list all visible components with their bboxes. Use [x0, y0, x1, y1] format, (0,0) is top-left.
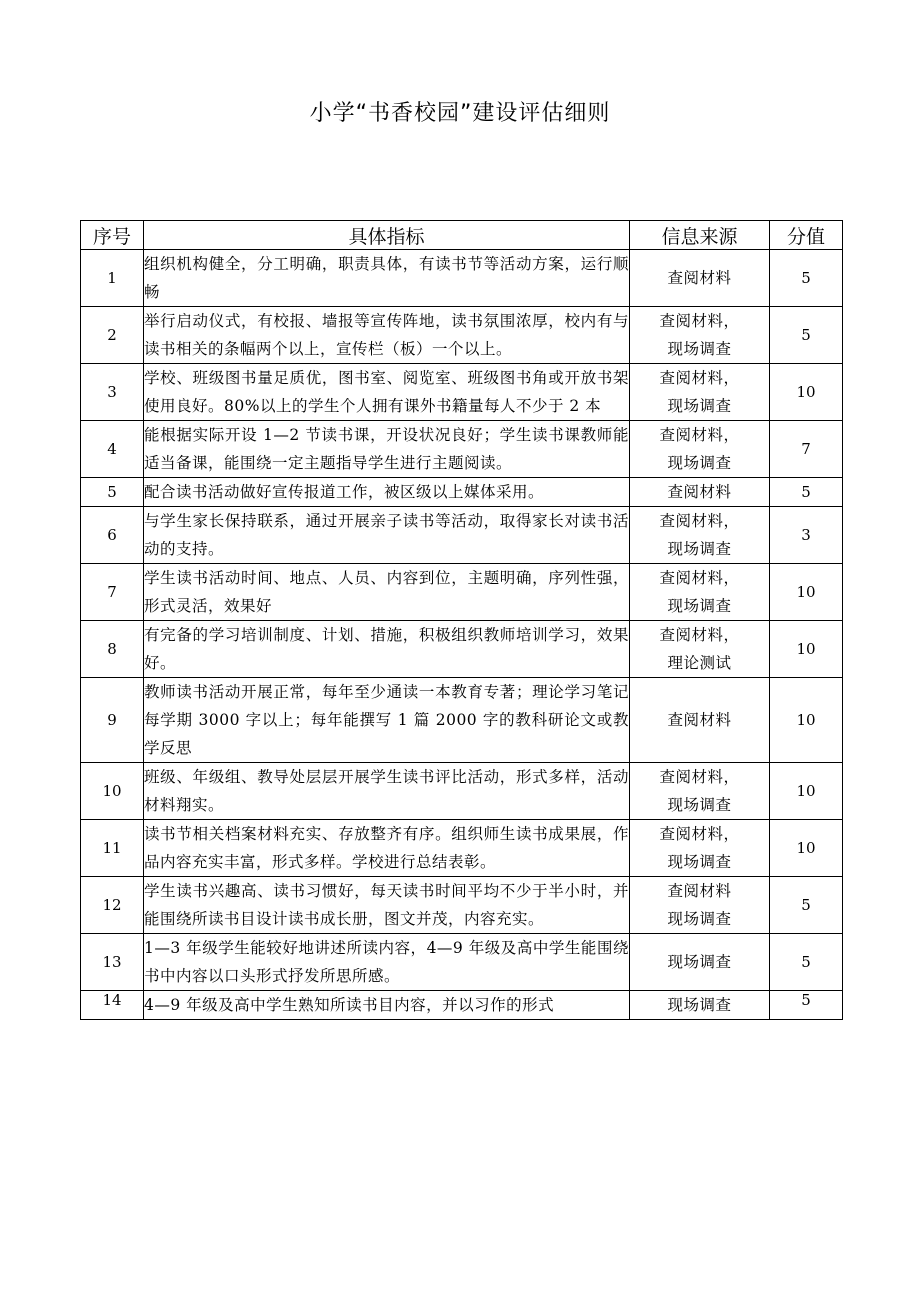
row-index: 12 [81, 877, 144, 934]
row-indicator: 班级、年级组、教导处层层开展学生读书评比活动，形式多样，活动材料翔实。 [144, 763, 630, 820]
row-source: 查阅材料 [630, 678, 770, 763]
table-row [81, 678, 843, 763]
table-row [81, 877, 843, 934]
row-source: 查阅材料， 现场调查 [630, 307, 770, 364]
page-title: 小学“书香校园”建设评估细则 [309, 101, 611, 126]
row-source: 现场调查 [630, 991, 770, 1020]
table-header-row [81, 221, 843, 250]
row-index: 4 [81, 421, 144, 478]
header-index: 序号 [81, 221, 144, 250]
row-indicator: 配合读书活动做好宣传报道工作，被区级以上媒体采用。 [144, 478, 630, 507]
table-row [81, 364, 843, 421]
table-row [81, 307, 843, 364]
row-source: 查阅材料， 现场调查 [630, 820, 770, 877]
table-row [81, 763, 843, 820]
row-score: 10 [770, 564, 843, 621]
table-row [81, 621, 843, 678]
row-indicator: 4—9 年级及高中学生熟知所读书目内容，并以习作的形式 [144, 991, 630, 1020]
criteria-table [80, 220, 843, 1020]
row-index: 7 [81, 564, 144, 621]
row-score: 5 [770, 877, 843, 934]
row-score: 5 [770, 307, 843, 364]
row-source: 查阅材料， 现场调查 [630, 507, 770, 564]
row-source: 查阅材料， 现场调查 [630, 763, 770, 820]
row-indicator: 学生读书兴趣高、读书习惯好，每天读书时间平均不少于半小时，并能围绕所读书目设计读书成长册，图文并茂，内容充实。 [144, 877, 630, 934]
row-score: 5 [770, 250, 843, 307]
table-row [81, 934, 843, 991]
row-source: 查阅材料 现场调查 [630, 877, 770, 934]
row-indicator: 举行启动仪式，有校报、墙报等宣传阵地，读书氛围浓厚，校内有与读书相关的条幅两个以上，宣传栏（板）一个以上。 [144, 307, 630, 364]
row-source: 现场调查 [630, 934, 770, 991]
row-indicator: 有完备的学习培训制度、计划、措施，积极组织教师培训学习，效果好。 [144, 621, 630, 678]
row-score: 10 [770, 678, 843, 763]
row-indicator: 学生读书活动时间、地点、人员、内容到位，主题明确，序列性强，形式灵活，效果好 [144, 564, 630, 621]
table-row [81, 250, 843, 307]
row-score: 10 [770, 763, 843, 820]
row-score: 7 [770, 421, 843, 478]
table-row [81, 820, 843, 877]
table-row [81, 507, 843, 564]
row-index: 2 [81, 307, 144, 364]
header-indicator: 具体指标 [144, 221, 630, 250]
header-source: 信息来源 [630, 221, 770, 250]
row-index: 11 [81, 820, 144, 877]
row-indicator: 与学生家长保持联系，通过开展亲子读书等活动，取得家长对读书活动的支持。 [144, 507, 630, 564]
row-index: 1 [81, 250, 144, 307]
row-score: 3 [770, 507, 843, 564]
table-row [81, 478, 843, 507]
row-score: 10 [770, 621, 843, 678]
header-score: 分值 [770, 221, 843, 250]
row-indicator: 1—3 年级学生能较好地讲述所读内容，4—9 年级及高中学生能围绕书中内容以口头形式抒发所思所感。 [144, 934, 630, 991]
row-indicator: 学校、班级图书量足质优，图书室、阅览室、班级图书角或开放书架使用良好。80%以上的学生个人拥有课外书籍量每人不少于 2 本 [144, 364, 630, 421]
table-row [81, 564, 843, 621]
row-score: 5 [770, 478, 843, 507]
row-index: 14 [81, 991, 144, 1020]
row-index: 8 [81, 621, 144, 678]
row-score: 10 [770, 364, 843, 421]
row-source: 查阅材料， 现场调查 [630, 421, 770, 478]
row-index: 10 [81, 763, 144, 820]
row-source: 查阅材料， 理论测试 [630, 621, 770, 678]
table-row [81, 991, 843, 1020]
row-source: 查阅材料 [630, 478, 770, 507]
row-source: 查阅材料 [630, 250, 770, 307]
row-score: 5 [770, 934, 843, 991]
row-index: 3 [81, 364, 144, 421]
row-index: 6 [81, 507, 144, 564]
table-row [81, 421, 843, 478]
row-source: 查阅材料， 现场调查 [630, 364, 770, 421]
row-score: 5 [770, 991, 843, 1020]
row-index: 13 [81, 934, 144, 991]
row-index: 9 [81, 678, 144, 763]
row-index: 5 [81, 478, 144, 507]
row-indicator: 读书节相关档案材料充实、存放整齐有序。组织师生读书成果展，作品内容充实丰富，形式多样。学校进行总结表彰。 [144, 820, 630, 877]
row-source: 查阅材料， 现场调查 [630, 564, 770, 621]
row-indicator: 教师读书活动开展正常，每年至少通读一本教育专著；理论学习笔记每学期 3000 字以上；每年能撰写 1 篇 2000 字的教科研论文或教学反思 [144, 678, 630, 763]
row-score: 10 [770, 820, 843, 877]
row-indicator: 能根据实际开设 1—2 节读书课，开设状况良好；学生读书课教师能适当备课，能围绕一定主题指导学生进行主题阅读。 [144, 421, 630, 478]
row-indicator: 组织机构健全，分工明确，职责具体，有读书节等活动方案，运行顺畅 [144, 250, 630, 307]
